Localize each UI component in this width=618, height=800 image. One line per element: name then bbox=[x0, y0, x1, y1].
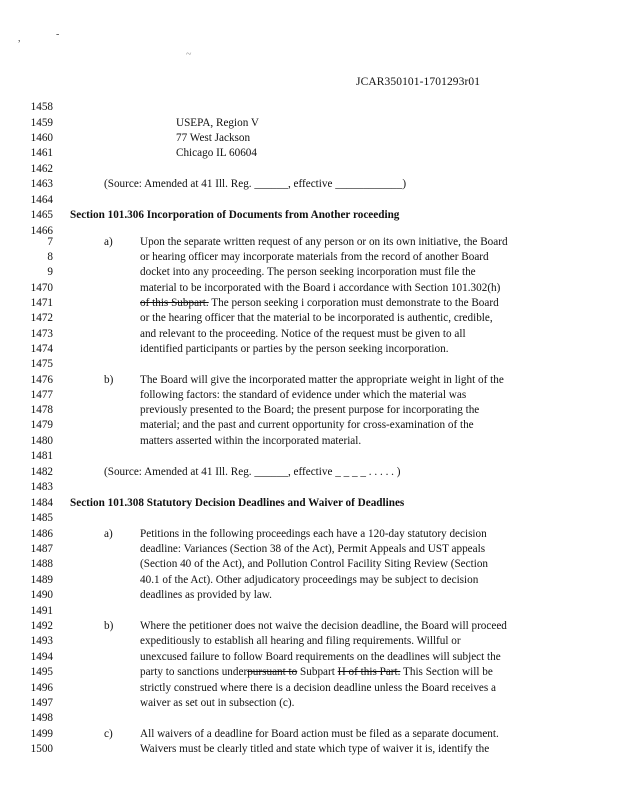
subsection-label: b) bbox=[104, 374, 114, 386]
line-number: 1491 bbox=[30, 605, 53, 617]
line-number: 1497 bbox=[30, 697, 53, 709]
document-line bbox=[0, 542, 618, 557]
subsection-label: c) bbox=[104, 728, 113, 740]
line-segment: material to be incorporated with the Board i accordance with Section 101.302(h) bbox=[140, 282, 501, 294]
line-number: 1465 bbox=[30, 209, 53, 221]
line-number: 1488 bbox=[30, 558, 53, 570]
line-text bbox=[140, 527, 487, 542]
line-segment: waiver as set out in subsection (c). bbox=[140, 697, 295, 709]
line-number: 1471 bbox=[30, 297, 53, 309]
document-line bbox=[0, 177, 618, 192]
line-number: 1477 bbox=[30, 389, 53, 401]
document-line bbox=[0, 727, 618, 742]
line-text bbox=[140, 619, 507, 634]
line-segment: strictly construed where there is a decision deadline unless the Board receives a bbox=[140, 682, 497, 694]
line-text bbox=[140, 557, 488, 572]
line-text bbox=[104, 177, 406, 192]
line-text bbox=[140, 250, 489, 265]
document-line bbox=[0, 418, 618, 433]
line-number: 1493 bbox=[30, 635, 53, 647]
line-number: 1487 bbox=[30, 543, 53, 555]
line-number: 1473 bbox=[30, 328, 53, 340]
document-line bbox=[0, 146, 618, 161]
line-text bbox=[70, 208, 399, 223]
line-text bbox=[140, 434, 361, 449]
scan-mark: , bbox=[18, 33, 21, 44]
line-text bbox=[140, 573, 478, 588]
line-segment: previously presented to the Board; the present purpose for incorporating the bbox=[140, 404, 480, 416]
document-line bbox=[0, 296, 618, 311]
line-segment: docket into any proceeding. The person seeking incorporation must file the bbox=[140, 266, 476, 278]
line-number: 1494 bbox=[30, 651, 53, 663]
line-number: 1492 bbox=[30, 620, 53, 632]
line-number: 1485 bbox=[30, 512, 53, 524]
document-line bbox=[0, 434, 618, 449]
line-number: 9 bbox=[47, 266, 53, 278]
line-segment: (Source: Amended at 41 Ill. Reg. ______, effective ____________) bbox=[104, 178, 407, 190]
document-line bbox=[0, 235, 618, 250]
line-number: 1481 bbox=[30, 450, 53, 462]
document-line bbox=[0, 496, 618, 511]
line-number: 1472 bbox=[30, 312, 53, 324]
document-line bbox=[0, 742, 618, 757]
line-text bbox=[140, 296, 499, 311]
subsection-label: a) bbox=[104, 236, 113, 248]
struck-text: H of this Part. bbox=[337, 666, 401, 678]
line-number: 1460 bbox=[30, 132, 53, 144]
line-segment: Waivers must be clearly titled and state which type of waiver it is, identify the bbox=[140, 743, 490, 755]
line-number: 1476 bbox=[30, 374, 53, 386]
document-line bbox=[0, 327, 618, 342]
line-number: 1482 bbox=[30, 466, 53, 478]
document-line bbox=[0, 681, 618, 696]
scan-mark: - bbox=[56, 29, 60, 40]
subsection-label: a) bbox=[104, 528, 113, 540]
line-text bbox=[140, 742, 489, 757]
document-line bbox=[0, 162, 618, 177]
line-segment: USEPA, Region V bbox=[176, 117, 259, 129]
line-number: 1498 bbox=[30, 712, 53, 724]
document-line bbox=[0, 265, 618, 280]
line-text bbox=[176, 116, 259, 131]
document-line bbox=[0, 527, 618, 542]
subsection-label: b) bbox=[104, 620, 114, 632]
line-text bbox=[140, 403, 479, 418]
document-line bbox=[0, 465, 618, 480]
line-text bbox=[140, 373, 504, 388]
line-number: 1458 bbox=[30, 101, 53, 113]
line-segment: deadline: Variances (Section 38 of the Act), Permit Appeals and UST appeals bbox=[140, 543, 486, 555]
document-line bbox=[0, 480, 618, 495]
line-segment: Section 101.308 Statutory Decision Deadlines and Waiver of Deadlines bbox=[70, 497, 405, 509]
document-line bbox=[0, 634, 618, 649]
line-number: 1479 bbox=[30, 419, 53, 431]
line-segment: and relevant to the proceeding. Notice of the request must be given to all bbox=[140, 328, 466, 340]
line-segment: or the hearing officer that the material to be incorporated is authentic, credible, bbox=[140, 312, 493, 324]
line-number: 1459 bbox=[30, 117, 53, 129]
line-text bbox=[140, 327, 466, 342]
document-line bbox=[0, 100, 618, 115]
line-number: 1480 bbox=[30, 435, 53, 447]
document-line bbox=[0, 711, 618, 726]
line-number: 1499 bbox=[30, 728, 53, 740]
line-number: 1462 bbox=[30, 163, 53, 175]
line-text bbox=[140, 311, 493, 326]
line-number: 1495 bbox=[30, 666, 53, 678]
line-number: 1478 bbox=[30, 404, 53, 416]
line-text bbox=[140, 418, 474, 433]
line-number: 7 bbox=[47, 236, 53, 248]
line-segment: (Source: Amended at 41 Ill. Reg. ______, effective _ _ _ _ . . . . . ) bbox=[104, 466, 401, 478]
line-number: 1464 bbox=[30, 194, 53, 206]
line-text bbox=[140, 388, 466, 403]
line-number: 1466 bbox=[30, 225, 53, 237]
document-code-header: JCAR350101-1701293r01 bbox=[356, 76, 481, 88]
line-text bbox=[176, 131, 250, 146]
document-line bbox=[0, 650, 618, 665]
line-number: 1500 bbox=[30, 743, 53, 755]
line-number: 1475 bbox=[30, 358, 53, 370]
document-line bbox=[0, 604, 618, 619]
document-line bbox=[0, 208, 618, 223]
document-line bbox=[0, 131, 618, 146]
document-line bbox=[0, 311, 618, 326]
line-segment: matters asserted within the incorporated material. bbox=[140, 435, 362, 447]
line-number: 1486 bbox=[30, 528, 53, 540]
document-line bbox=[0, 116, 618, 131]
line-text bbox=[140, 727, 499, 742]
line-text bbox=[70, 496, 404, 511]
line-segment: expeditiously to establish all hearing and filing requirements. Willful or bbox=[140, 635, 461, 647]
line-text bbox=[104, 465, 401, 480]
line-number: 1496 bbox=[30, 682, 53, 694]
line-text bbox=[140, 634, 461, 649]
line-text bbox=[140, 650, 501, 665]
line-segment: Where the petitioner does not waive the decision deadline, the Board will proceed bbox=[140, 620, 507, 632]
line-text bbox=[140, 542, 485, 557]
line-number: 1483 bbox=[30, 481, 53, 493]
line-segment: unexcused failure to follow Board requirements on the deadlines will subject the bbox=[140, 651, 501, 663]
document-line bbox=[0, 388, 618, 403]
document-line bbox=[0, 193, 618, 208]
line-text bbox=[140, 588, 272, 603]
line-number: 1470 bbox=[30, 282, 53, 294]
line-segment: Chicago IL 60604 bbox=[176, 147, 257, 159]
line-text bbox=[176, 146, 257, 161]
document-line bbox=[0, 357, 618, 372]
line-segment: The Board will give the incorporated matter the appropriate weight in light of the bbox=[140, 374, 504, 386]
line-text bbox=[140, 281, 500, 296]
line-text bbox=[140, 696, 294, 711]
line-number: 1463 bbox=[30, 178, 53, 190]
document-line bbox=[0, 403, 618, 418]
document-line bbox=[0, 449, 618, 464]
document-line bbox=[0, 557, 618, 572]
line-segment: 77 West Jackson bbox=[176, 132, 251, 144]
line-number: 1474 bbox=[30, 343, 53, 355]
document-line bbox=[0, 665, 618, 680]
line-segment: deadlines as provided by law. bbox=[140, 589, 272, 601]
document-line bbox=[0, 281, 618, 296]
line-number: 1484 bbox=[30, 497, 53, 509]
line-segment: Subpart bbox=[297, 666, 338, 678]
line-segment: This Section will be bbox=[400, 666, 493, 678]
document-line bbox=[0, 373, 618, 388]
document-line bbox=[0, 511, 618, 526]
line-segment: Upon the separate written request of any person or on its own initiative, the Board bbox=[140, 236, 508, 248]
document-line bbox=[0, 696, 618, 711]
struck-text: of this Subpart. bbox=[140, 297, 209, 309]
struck-text: pursuant to bbox=[247, 666, 298, 678]
line-segment: identified participants or parties by the person seeking incorporation. bbox=[140, 343, 449, 355]
line-number: 1461 bbox=[30, 147, 53, 159]
line-segment: Petitions in the following proceedings each have a 120-day statutory decision bbox=[140, 528, 487, 540]
line-number: 1489 bbox=[30, 574, 53, 586]
line-segment: party to sanctions under bbox=[140, 666, 248, 678]
line-segment: All waivers of a deadline for Board action must be filed as a separate document. bbox=[140, 728, 499, 740]
line-number: 1490 bbox=[30, 589, 53, 601]
document-line bbox=[0, 342, 618, 357]
line-text bbox=[140, 265, 476, 280]
line-segment: 40.1 of the Act). Other adjudicatory proceedings may be subject to decision bbox=[140, 574, 479, 586]
line-segment: The person seeking i corporation must demonstrate to the Board bbox=[208, 297, 499, 309]
line-segment: or hearing officer may incorporate materials from the record of another Board bbox=[140, 251, 489, 263]
line-number: 8 bbox=[47, 251, 53, 263]
line-segment: following factors: the standard of evidence under which the material was bbox=[140, 389, 467, 401]
document-line bbox=[0, 619, 618, 634]
line-text bbox=[140, 235, 508, 250]
line-segment: (Section 40 of the Act), and Pollution Control Facility Siting Review (Section bbox=[140, 558, 489, 570]
line-text bbox=[140, 681, 496, 696]
line-segment: Section 101.306 Incorporation of Documents from Another roceeding bbox=[70, 209, 400, 221]
document-line bbox=[0, 250, 618, 265]
document-line bbox=[0, 573, 618, 588]
line-text bbox=[140, 342, 449, 357]
line-segment: material; and the past and current opportunity for cross-examination of the bbox=[140, 419, 474, 431]
scan-mark: ~ bbox=[186, 49, 192, 60]
line-text bbox=[140, 665, 493, 680]
document-line bbox=[0, 588, 618, 603]
